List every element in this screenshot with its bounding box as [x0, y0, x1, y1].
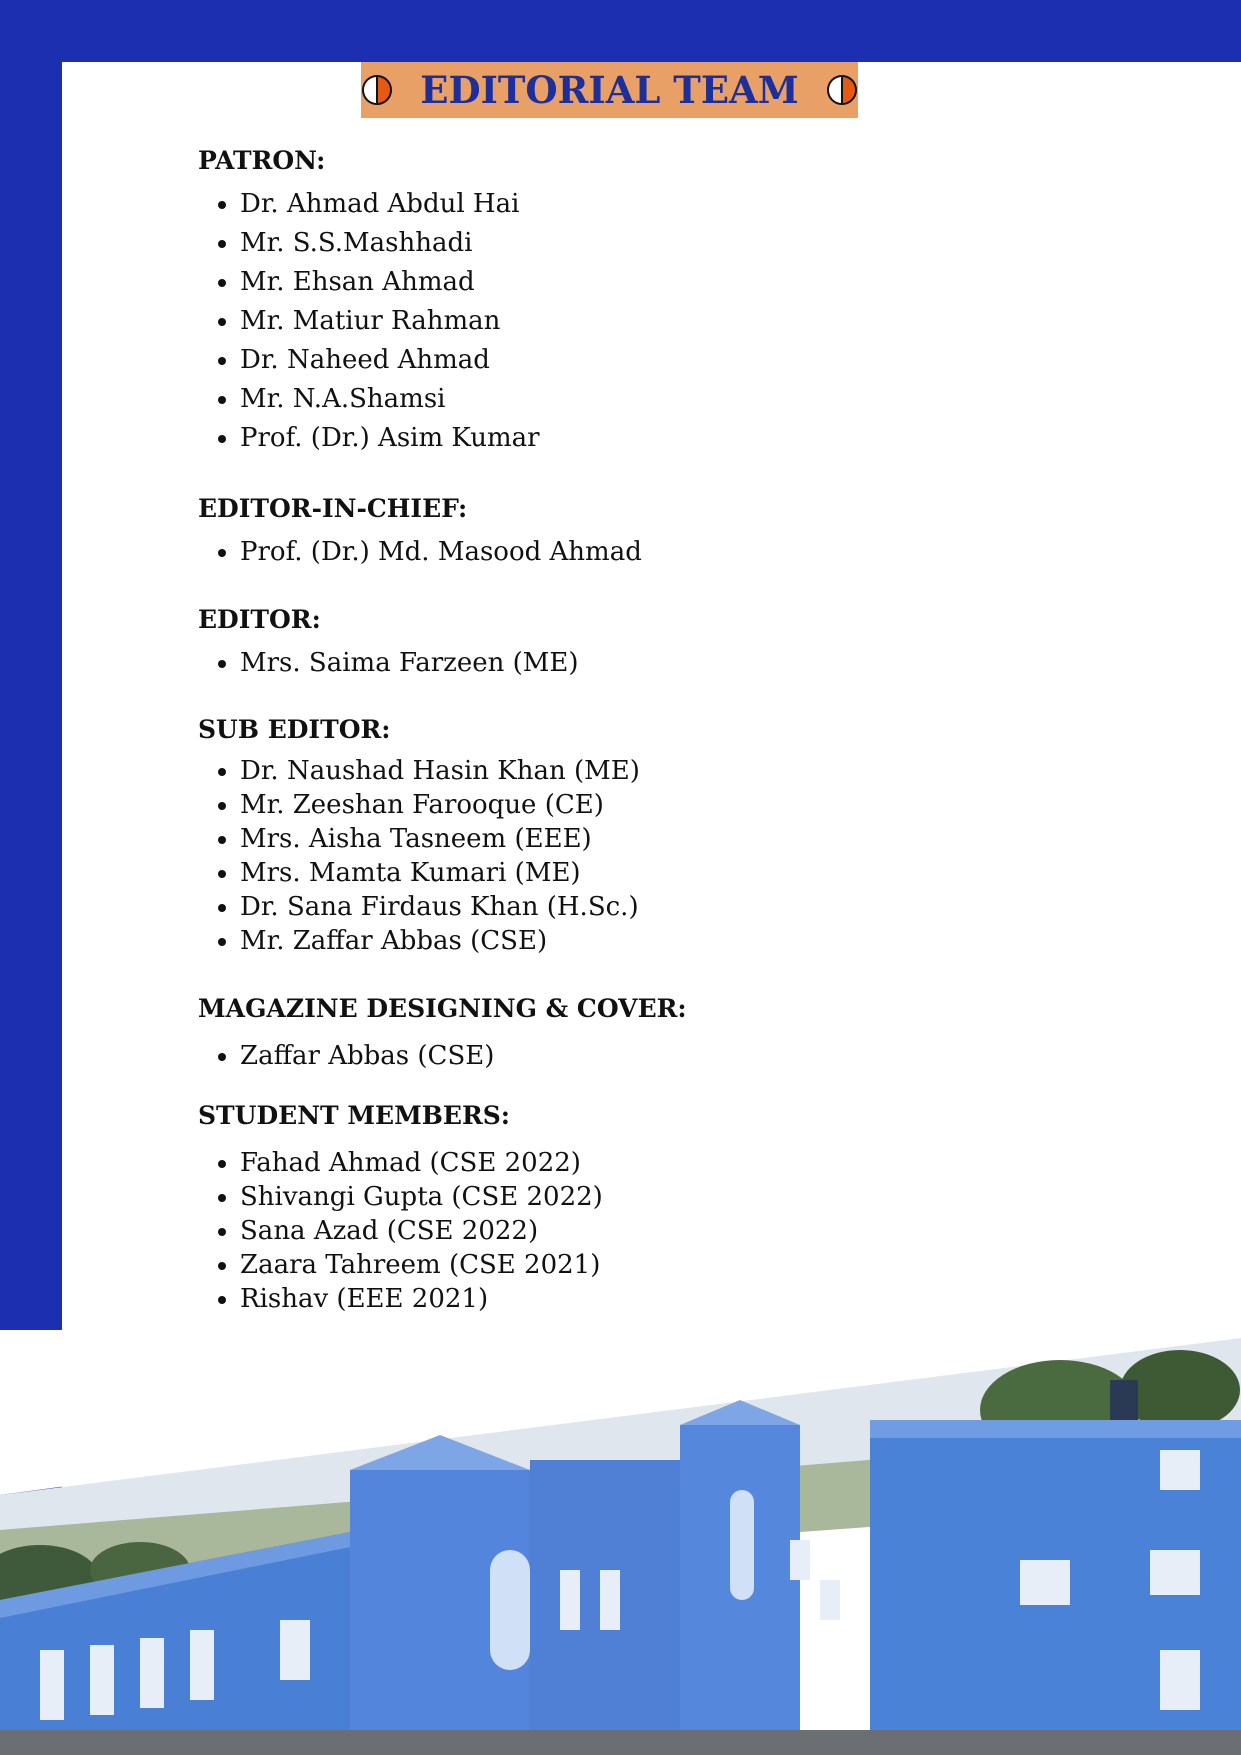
- member-item: • Mrs. Saima Farzeen (ME): [240, 644, 998, 683]
- section-heading: SUB EDITOR:: [198, 715, 391, 744]
- member-list: [198, 185, 998, 458]
- member-item: • Fahad Ahmad (CSE 2022): [240, 1146, 998, 1180]
- member-item: • Mr. S.S.Mashhadi: [240, 224, 998, 263]
- section-heading: MAGAZINE DESIGNING & COVER:: [198, 994, 687, 1023]
- member-item: • Dr. Naushad Hasin Khan (ME): [240, 754, 998, 788]
- member-list: [198, 1146, 998, 1316]
- editorial-team-banner: [361, 62, 858, 118]
- member-item: • Mr. Matiur Rahman: [240, 302, 998, 341]
- campus-building-photo: [0, 1330, 1241, 1755]
- section-heading: STUDENT MEMBERS:: [198, 1101, 510, 1130]
- member-item: • Mr. Zaffar Abbas (CSE): [240, 924, 998, 958]
- section-heading: PATRON:: [198, 146, 326, 175]
- member-item: • Mrs. Mamta Kumari (ME): [240, 856, 998, 890]
- section-patron: [198, 146, 998, 458]
- member-list: [198, 533, 998, 572]
- member-item: • Shivangi Gupta (CSE 2022): [240, 1180, 998, 1214]
- section-editor-in-chief: [198, 494, 998, 572]
- member-item: • Prof. (Dr.) Md. Masood Ahmad: [240, 533, 998, 572]
- section-student-members: [198, 1101, 998, 1316]
- member-list: [198, 1039, 998, 1073]
- member-list: [198, 754, 998, 958]
- section-magazine-designing-cover: [198, 994, 998, 1073]
- member-item: • Mr. Zeeshan Farooque (CE): [240, 788, 998, 822]
- member-item: • Prof. (Dr.) Asim Kumar: [240, 419, 998, 458]
- member-item: • Zaffar Abbas (CSE): [240, 1039, 998, 1073]
- member-item: • Dr. Ahmad Abdul Hai: [240, 185, 998, 224]
- member-list: [198, 644, 998, 683]
- member-item: • Sana Azad (CSE 2022): [240, 1214, 998, 1248]
- section-editor: [198, 605, 998, 683]
- member-item: • Mrs. Aisha Tasneem (EEE): [240, 822, 998, 856]
- orange-emblem-icon: [362, 75, 392, 105]
- section-sub-editor: [198, 715, 998, 958]
- section-heading: EDITOR:: [198, 605, 321, 634]
- section-heading: EDITOR-IN-CHIEF:: [198, 494, 468, 523]
- editorial-content: [198, 146, 998, 1316]
- member-item: • Mr. Ehsan Ahmad: [240, 263, 998, 302]
- banner-title: EDITORIAL TEAM: [420, 68, 799, 112]
- member-item: • Rishav (EEE 2021): [240, 1282, 998, 1316]
- member-item: • Mr. N.A.Shamsi: [240, 380, 998, 419]
- member-item: • Zaara Tahreem (CSE 2021): [240, 1248, 998, 1282]
- member-item: • Dr. Sana Firdaus Khan (H.Sc.): [240, 890, 998, 924]
- member-item: • Dr. Naheed Ahmad: [240, 341, 998, 380]
- orange-emblem-icon: [827, 75, 857, 105]
